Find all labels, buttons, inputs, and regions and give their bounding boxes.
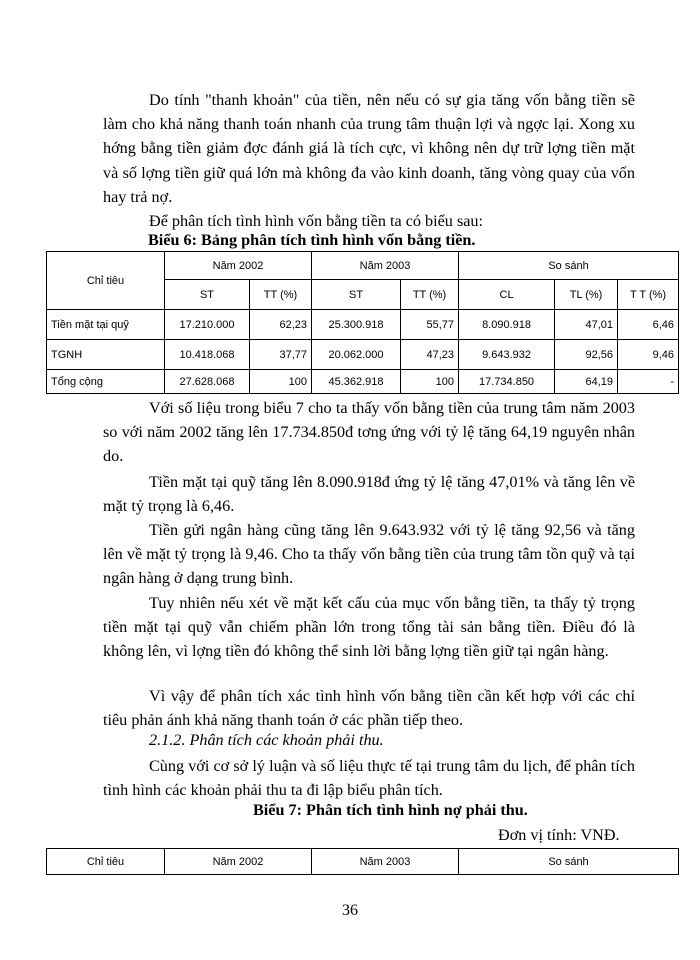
row-label: Tổng cộng xyxy=(47,370,165,394)
header-indicator: Chỉ tiêu xyxy=(47,849,165,875)
subheader-tl: TL (%) xyxy=(555,280,618,310)
row-label: TGNH xyxy=(47,340,165,370)
cell-value: 62,23 xyxy=(250,310,312,340)
cell-value: 10.418.068 xyxy=(165,340,250,370)
cell-value: 100 xyxy=(250,370,312,394)
cell-value: 8.090.918 xyxy=(459,310,555,340)
table-row xyxy=(47,340,679,370)
subheader-tt-2003: TT (%) xyxy=(401,280,459,310)
cell-value: 6,46 xyxy=(618,310,679,340)
cash-analysis-table xyxy=(46,251,679,394)
cell-value: 25.300.918 xyxy=(312,310,401,340)
subheader-st-2002: ST xyxy=(165,280,250,310)
header-year-2002: Năm 2002 xyxy=(165,849,312,875)
cell-value: 55,77 xyxy=(401,310,459,340)
paragraph-intro-table6: Để phân tích tình hình vốn bằng tiền ta có biểu sau: xyxy=(149,212,484,230)
header-indicator: Chỉ tiêu xyxy=(47,252,165,310)
table7-caption: Biểu 7: Phân tích tình hình nợ phải thu. xyxy=(253,801,528,819)
paragraph-bank-deposit: Tiền gửi ngân hàng cũng tăng lên 9.643.932 với tỷ lệ tăng 92,56 và tăng lên về mặt tỷ trọng là 9,46. Cho ta thấy vốn bằng tiền của trung tâm tồn quỹ và tại ngân hàng ở dạng trung bình. xyxy=(103,521,635,588)
cell-value: 47,01 xyxy=(555,310,618,340)
row-label: Tiền mặt tại quỹ xyxy=(47,310,165,340)
header-year-2003: Năm 2003 xyxy=(312,252,459,280)
cell-value: 9.643.932 xyxy=(459,340,555,370)
cell-value: 17.734.850 xyxy=(459,370,555,394)
header-compare: So sánh xyxy=(459,252,679,280)
subheader-tt-2002: TT (%) xyxy=(250,280,312,310)
paragraph-cash-on-hand: Tiền mặt tại quỹ tăng lên 8.090.918đ ứng tỷ lệ tăng 47,01% và tăng lên về mặt tỷ trọng là 6,46. xyxy=(103,473,635,516)
table-row xyxy=(47,370,679,394)
table6-caption: Biểu 6: Bảng phân tích tình hình vốn bằng tiền. xyxy=(148,231,476,249)
page-number: 36 xyxy=(342,902,358,919)
cell-value: 27.628.068 xyxy=(165,370,250,394)
table-row xyxy=(47,310,679,340)
cell-value: 47,23 xyxy=(401,340,459,370)
cell-value: 100 xyxy=(401,370,459,394)
cell-value: 92,56 xyxy=(555,340,618,370)
section-heading: 2.1.2. Phân tích các khoản phải thu. xyxy=(149,731,384,749)
subheader-tt-compare: T T (%) xyxy=(618,280,679,310)
cell-value: 9,46 xyxy=(618,340,679,370)
header-year-2002: Năm 2002 xyxy=(165,252,312,280)
subheader-cl: CL xyxy=(459,280,555,310)
cell-value: 64,19 xyxy=(555,370,618,394)
unit-label: Đơn vị tính: VNĐ. xyxy=(498,826,620,844)
subheader-st-2003: ST xyxy=(312,280,401,310)
paragraph-conclusion: Vì vậy để phân tích xác tình hình vốn bằng tiền cần kết hợp với các chỉ tiêu phản ánh khả năng thanh toán ở các phần tiếp theo. xyxy=(103,687,635,730)
cell-value: 17.210.000 xyxy=(165,310,250,340)
paragraph-liquidity: Do tính "thanh khoản" của tiền, nên nếu có sự gia tăng vốn bằng tiền sẽ làm cho khả năng thanh toán nhanh của trung tâm thuận lợi và ngợc lại. Xong xu hớng bằng tiền giảm đợc đánh giá là tích cực, vì không nên dự trữ lợng tiền mặt và số lợng tiền giữ quá lớn mà không đa vào kinh doanh, tăng vòng quay của vốn hay trả nợ. xyxy=(103,91,635,206)
header-year-2003: Năm 2003 xyxy=(312,849,459,875)
paragraph-receivables-intro: Cùng với cơ sở lý luận và số liệu thực tế tại trung tâm du lịch, để phân tích tình hình các khoản phải thu ta đi lập biểu phân tích. xyxy=(103,757,635,800)
cell-value: 20.062.000 xyxy=(312,340,401,370)
cell-value: 37,77 xyxy=(250,340,312,370)
header-compare: So sánh xyxy=(459,849,679,875)
cell-value: - xyxy=(618,370,679,394)
paragraph-structure: Tuy nhiên nếu xét về mặt kết cấu của mục vốn bằng tiền, ta thấy tỷ trọng tiền mặt tại quỹ vẫn chiếm phần lớn trong tổng tài sản bằng tiền. Điều đó là không lên, vì lợng tiền đó không thể sinh lời bằng lợng tiền giữ tại ngân hàng. xyxy=(103,594,635,661)
receivables-table xyxy=(46,848,679,875)
paragraph-comparison: Với số liệu trong biểu 7 cho ta thấy vốn bằng tiền của trung tâm năm 2003 so với năm 2002 tăng lên 17.734.850đ tơng ứng với tỷ lệ tăng 64,19 nguyên nhân do. xyxy=(103,399,635,466)
cell-value: 45.362.918 xyxy=(312,370,401,394)
